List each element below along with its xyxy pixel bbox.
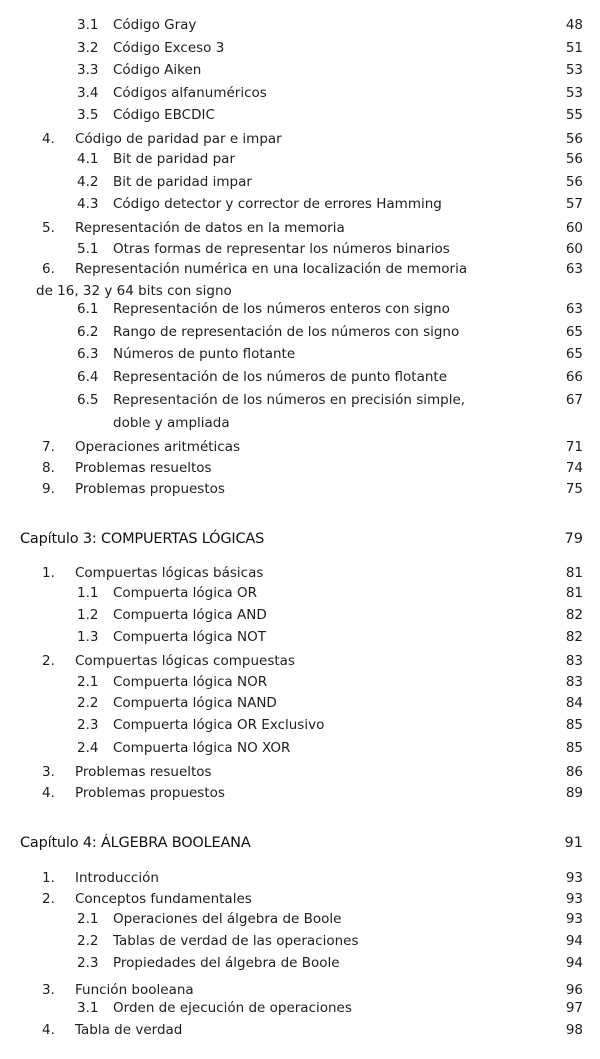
toc-entry	[0, 238, 600, 260]
entry-title: Propiedades del álgebra de Boole	[113, 955, 340, 971]
page-number: 55	[565, 107, 583, 123]
page-number: 91	[564, 835, 583, 851]
page-number: 65	[565, 324, 583, 340]
chapter-heading	[0, 832, 600, 854]
toc-entry	[0, 321, 600, 343]
entry-title: Operaciones aritméticas	[75, 439, 241, 455]
page-number: 86	[565, 764, 583, 780]
entry-number: 1.3	[77, 629, 99, 645]
toc-entry	[0, 412, 600, 434]
page-number: 60	[565, 241, 583, 257]
entry-title: Código detector y corrector de errores Hamming	[113, 196, 442, 212]
toc-entry	[0, 148, 600, 170]
entry-title: Compuerta lógica NOR	[113, 674, 268, 690]
toc-entry	[0, 692, 600, 714]
entry-number: 2.2	[77, 933, 99, 949]
entry-number: 1.	[42, 565, 55, 581]
entry-title: Representación de los números enteros con signo	[113, 301, 450, 317]
entry-number: 2.3	[77, 955, 99, 971]
chapter-heading	[0, 528, 600, 550]
toc-entry	[0, 436, 600, 458]
toc-entry	[0, 582, 600, 604]
toc-entry	[0, 908, 600, 930]
toc-entry	[0, 217, 600, 239]
toc-entry	[0, 782, 600, 804]
entry-number: 2.1	[77, 911, 99, 927]
entry-title: Problemas resueltos	[75, 460, 212, 476]
entry-number: 4.3	[77, 196, 99, 212]
page-number: 56	[565, 151, 583, 167]
toc-entry	[0, 650, 600, 672]
entry-title: Código de paridad par e impar	[75, 131, 282, 147]
entry-title: Tablas de verdad de las operaciones	[113, 933, 359, 949]
chapter-title: Capítulo 4: ÁLGEBRA BOOLEANA	[20, 835, 251, 851]
entry-title: Bit de paridad impar	[113, 174, 252, 190]
entry-title: Compuertas lógicas básicas	[75, 565, 264, 581]
entry-number: 6.2	[77, 324, 99, 340]
entry-number: 2.	[42, 653, 55, 669]
toc-entry	[0, 37, 600, 59]
toc-entry	[0, 888, 600, 910]
toc-entry	[0, 478, 600, 500]
entry-title: Compuerta lógica NOT	[113, 629, 266, 645]
entry-number: 1.	[42, 870, 55, 886]
page-number: 93	[565, 870, 583, 886]
page-number: 63	[565, 301, 583, 317]
toc-entry	[0, 737, 600, 759]
entry-title: Compuerta lógica NAND	[113, 695, 277, 711]
page-number: 53	[565, 62, 583, 78]
entry-number: 5.	[42, 220, 55, 236]
toc-entry	[0, 714, 600, 736]
page-number: 89	[565, 785, 583, 801]
entry-title: Números de punto flotante	[113, 346, 296, 362]
entry-title: Función booleana	[75, 982, 194, 998]
toc-entry	[0, 82, 600, 104]
entry-number: 9.	[42, 481, 55, 497]
entry-title: Compuerta lógica OR Exclusivo	[113, 717, 325, 733]
toc-entry	[0, 298, 600, 320]
toc-entry	[0, 930, 600, 952]
chapter-title: Capítulo 3: COMPUERTAS LÓGICAS	[20, 531, 265, 547]
toc-entry	[0, 761, 600, 783]
entry-title: Problemas propuestos	[75, 785, 225, 801]
entry-number: 6.3	[77, 346, 99, 362]
entry-title: Conceptos fundamentales	[75, 891, 252, 907]
entry-number: 8.	[42, 460, 55, 476]
page-number: 94	[565, 955, 583, 971]
page-number: 84	[565, 695, 583, 711]
entry-title: Problemas resueltos	[75, 764, 212, 780]
entry-number: 4.2	[77, 174, 99, 190]
entry-number: 2.	[42, 891, 55, 907]
page-number: 66	[565, 369, 583, 385]
entry-title: Compuerta lógica NO XOR	[113, 740, 291, 756]
page-number: 93	[565, 911, 583, 927]
entry-title: Representación numérica en una localización de memoria	[75, 261, 468, 277]
page-number: 79	[564, 531, 583, 547]
page-number: 82	[565, 607, 583, 623]
page-number: 48	[565, 17, 583, 33]
entry-title: Códigos alfanuméricos	[113, 85, 267, 101]
page-number: 81	[565, 565, 583, 581]
toc-entry	[0, 562, 600, 584]
toc-entry	[0, 867, 600, 889]
entry-title: Código EBCDIC	[113, 107, 215, 123]
toc-entry	[0, 626, 600, 648]
page-number: 96	[565, 982, 583, 998]
page-number: 97	[565, 1000, 583, 1016]
page-number: 83	[565, 674, 583, 690]
entry-number: 4.	[42, 1022, 55, 1038]
entry-number: 4.1	[77, 151, 99, 167]
entry-title: Problemas propuestos	[75, 481, 225, 497]
entry-number: 6.	[42, 261, 55, 277]
entry-title: Compuertas lógicas compuestas	[75, 653, 295, 669]
entry-number: 3.3	[77, 62, 99, 78]
entry-title: Compuerta lógica AND	[113, 607, 267, 623]
toc-entry	[0, 366, 600, 388]
entry-number: 3.5	[77, 107, 99, 123]
toc-entry	[0, 193, 600, 215]
page-number: 67	[565, 392, 583, 408]
toc-entry	[0, 1019, 600, 1041]
entry-title: Representación de los números en precisión simple,	[113, 392, 466, 408]
toc-entry	[0, 604, 600, 626]
page-number: 56	[565, 131, 583, 147]
entry-number: 4.	[42, 131, 55, 147]
entry-number: 3.	[42, 982, 55, 998]
entry-number: 5.1	[77, 241, 99, 257]
page-number: 71	[565, 439, 583, 455]
entry-number: 6.5	[77, 392, 99, 408]
entry-number: 2.4	[77, 740, 99, 756]
page-number: 98	[565, 1022, 583, 1038]
page-number: 63	[565, 261, 583, 277]
entry-number: 1.1	[77, 585, 99, 601]
entry-number: 6.4	[77, 369, 99, 385]
page-number: 85	[565, 740, 583, 756]
entry-title: Rango de representación de los números con signo	[113, 324, 460, 340]
page-number: 94	[565, 933, 583, 949]
toc-entry	[0, 171, 600, 193]
page-number: 85	[565, 717, 583, 733]
entry-title: Bit de paridad par	[113, 151, 236, 167]
page-number: 81	[565, 585, 583, 601]
entry-title: Introducción	[75, 870, 159, 886]
entry-number: 2.2	[77, 695, 99, 711]
entry-title: Código Exceso 3	[113, 40, 225, 56]
entry-number: 6.1	[77, 301, 99, 317]
toc-entry	[0, 952, 600, 974]
entry-title: Compuerta lógica OR	[113, 585, 257, 601]
page-number: 74	[565, 460, 583, 476]
page-number: 53	[565, 85, 583, 101]
entry-number: 3.	[42, 764, 55, 780]
toc-entry	[0, 59, 600, 81]
page-number: 60	[565, 220, 583, 236]
entry-number: 3.1	[77, 1000, 99, 1016]
page-number: 57	[565, 196, 583, 212]
toc-entry	[0, 343, 600, 365]
entry-title: Representación de los números de punto flotante	[113, 369, 448, 385]
entry-title: Operaciones del álgebra de Boole	[113, 911, 342, 927]
entry-number: 3.1	[77, 17, 99, 33]
toc-entry	[0, 389, 600, 411]
entry-title: Otras formas de representar los números binarios	[113, 241, 450, 257]
toc-entry	[0, 457, 600, 479]
entry-number: 2.3	[77, 717, 99, 733]
page-number: 93	[565, 891, 583, 907]
entry-number: 3.2	[77, 40, 99, 56]
entry-title: Orden de ejecución de operaciones	[113, 1000, 352, 1016]
entry-title: doble y ampliada	[113, 415, 230, 431]
entry-title: Código Aiken	[113, 62, 202, 78]
page-number: 56	[565, 174, 583, 190]
page-number: 51	[565, 40, 583, 56]
entry-title: Representación de datos en la memoria	[75, 220, 345, 236]
toc-entry	[0, 14, 600, 36]
entry-number: 1.2	[77, 607, 99, 623]
entry-title: de 16, 32 y 64 bits con signo	[36, 283, 232, 299]
entry-title: Código Gray	[113, 17, 197, 33]
page-number: 83	[565, 653, 583, 669]
page-number: 82	[565, 629, 583, 645]
toc-entry	[0, 671, 600, 693]
toc-entry	[0, 997, 600, 1019]
page-number: 65	[565, 346, 583, 362]
entry-number: 3.4	[77, 85, 99, 101]
entry-number: 2.1	[77, 674, 99, 690]
toc-entry	[0, 104, 600, 126]
toc-entry	[0, 128, 600, 150]
entry-number: 4.	[42, 785, 55, 801]
page-number: 75	[565, 481, 583, 497]
toc-entry	[0, 258, 600, 280]
entry-title: Tabla de verdad	[75, 1022, 183, 1038]
entry-number: 7.	[42, 439, 55, 455]
